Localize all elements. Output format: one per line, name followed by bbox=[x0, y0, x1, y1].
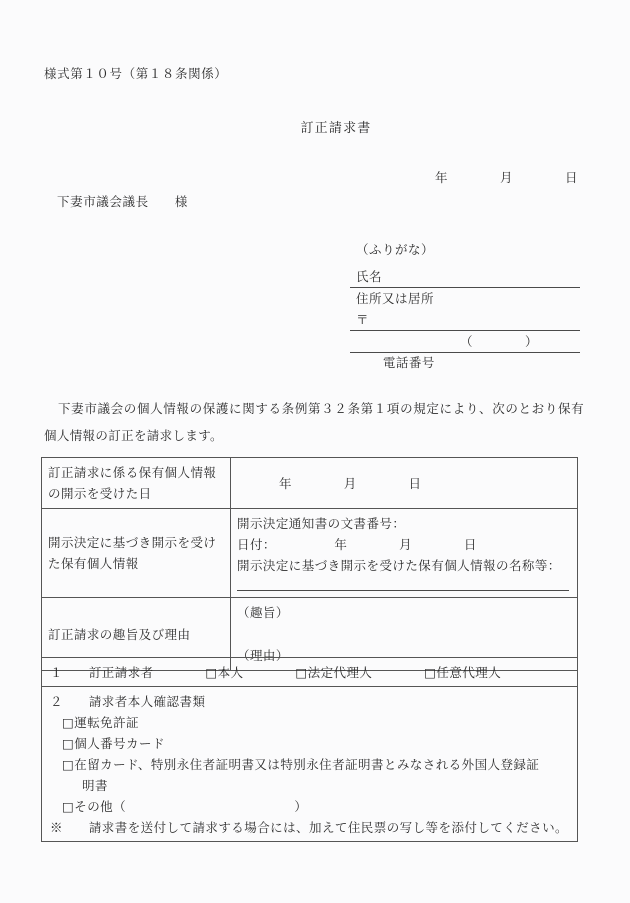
postal-code-field[interactable]: 〒 bbox=[350, 309, 580, 331]
phone-field[interactable] bbox=[350, 331, 580, 370]
checklist-table bbox=[41, 657, 578, 842]
phone-label: 電話番号 bbox=[382, 355, 435, 370]
document-title: 訂正請求書 bbox=[300, 121, 372, 136]
identity-documents-heading: ２ 請求者本人確認書類 bbox=[50, 694, 206, 709]
table-row bbox=[42, 658, 578, 687]
submission-note: ※ 請求書を送付して請求する場合には、加えて住民票の写し等を添付してください。 bbox=[50, 820, 569, 835]
body-paragraph bbox=[44, 395, 584, 449]
disclosed-info-value[interactable] bbox=[231, 509, 578, 598]
address-label: 住所又は居所 bbox=[356, 291, 435, 306]
furigana-label: （ふりがな） bbox=[356, 242, 435, 257]
phone-paren: （ ） bbox=[460, 334, 539, 349]
disclosed-info-label: 開示決定に基づき開示を受けた保有個人情報 bbox=[42, 509, 231, 598]
checkbox-my-number-card[interactable]: □個人番号カード bbox=[62, 736, 165, 751]
document-number-line: 開示決定通知書の文書番号： bbox=[237, 516, 406, 531]
requester-type-row[interactable]: １ 訂正請求者 □本人 □法定代理人 □任意代理人 bbox=[42, 658, 578, 687]
checkbox-residence-card[interactable]: □在留カード、特別永住者証明書又は特別永住者証明書とみなされる外国人登録証 bbox=[62, 757, 540, 772]
applicant-block bbox=[350, 240, 580, 370]
reason-line: （理由） bbox=[237, 648, 289, 663]
form-number: 様式第１０号（第１８条関係） bbox=[44, 66, 228, 81]
table-row bbox=[42, 509, 578, 598]
checkbox-residence-card-cont: 明書 bbox=[82, 778, 108, 793]
checkbox-other[interactable]: □その他（ ） bbox=[62, 799, 308, 814]
main-form-table bbox=[41, 457, 578, 671]
document-date-line: 日付： 年 月 日 bbox=[237, 537, 477, 552]
addressee: 下妻市議会議長 様 bbox=[57, 194, 189, 209]
disclosure-date-value[interactable]: 年 月 日 bbox=[231, 458, 578, 509]
purpose-line: （趣旨） bbox=[237, 605, 289, 620]
body-line-1: 下妻市議会の個人情報の保護に関する条例第３２条第１項の規定により、次のとおり保 bbox=[58, 401, 572, 416]
date-line: 年 月 日 bbox=[434, 170, 578, 185]
info-name-line: 開示決定に基づき開示を受けた保有個人情報の名称等： bbox=[237, 558, 561, 573]
body-line-2: 有個人情報の訂正を請求します。 bbox=[44, 401, 584, 443]
checkbox-drivers-license[interactable]: □運転免許証 bbox=[62, 715, 140, 730]
write-rule bbox=[237, 578, 569, 591]
name-field[interactable]: 氏名 bbox=[350, 266, 580, 288]
identity-documents-cell bbox=[42, 687, 578, 842]
table-row bbox=[42, 687, 578, 842]
table-row bbox=[42, 458, 578, 509]
disclosure-date-label: 訂正請求に係る保有個人情報の開示を受けた日 bbox=[42, 458, 231, 509]
purpose-reason-label: 訂正請求の趣旨及び理由 bbox=[42, 598, 231, 671]
